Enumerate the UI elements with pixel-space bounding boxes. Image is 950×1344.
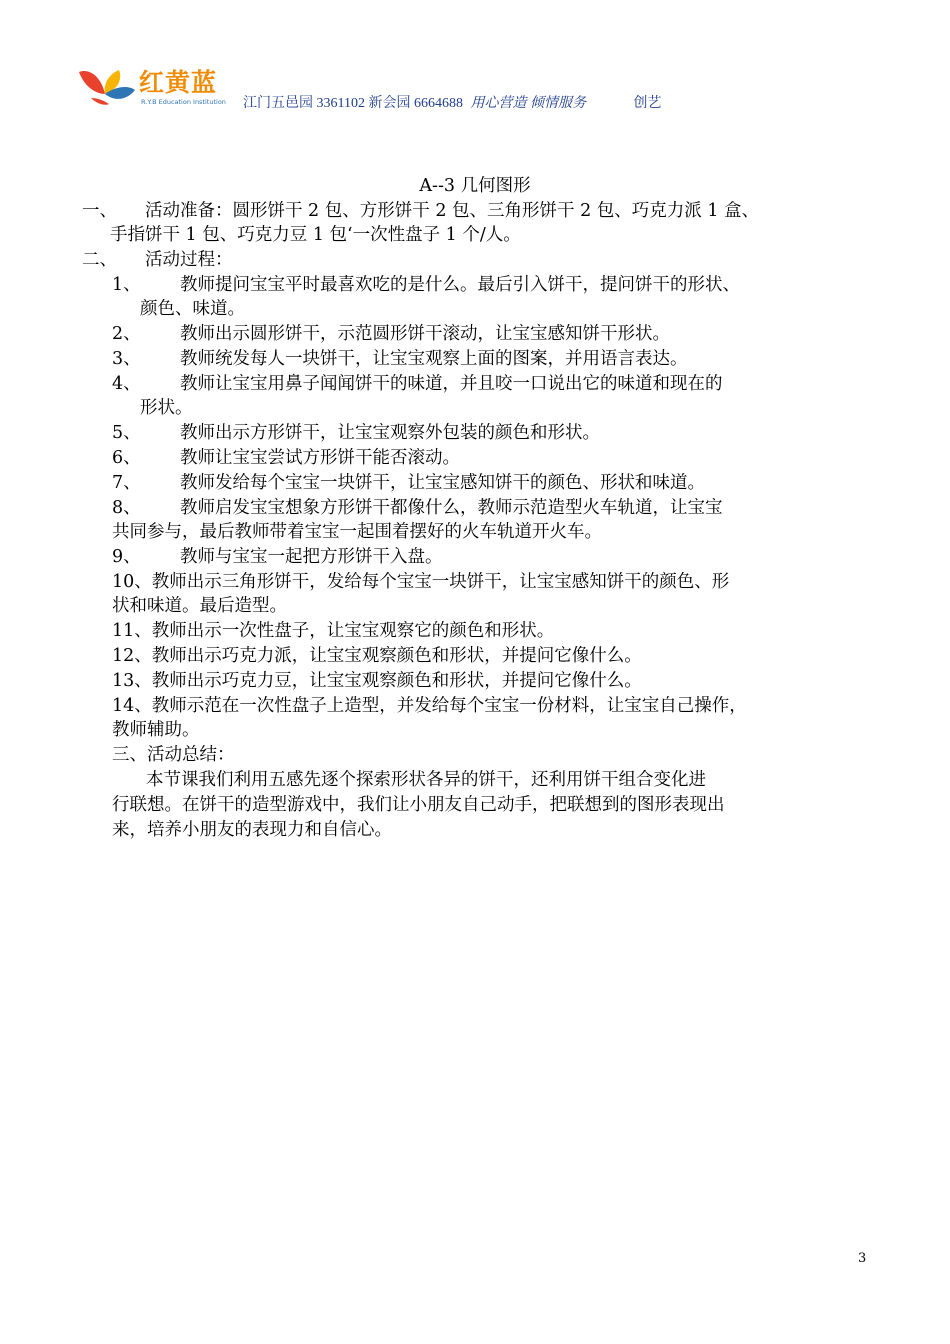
step-text: 教师与宝宝一起把方形饼干入盘。 [180, 547, 443, 567]
step-text: 教师提问宝宝平时最喜欢吃的是什么。最后引入饼干，提问饼干的形状、 [180, 275, 740, 295]
step-text: 形状。 [140, 398, 193, 418]
summary-paragraph: 行联想。在饼干的造型游戏中，我们让小朋友自己动手，把联想到的图形表现出 [112, 795, 725, 815]
section-2-title: 活动过程： [145, 250, 233, 270]
page-header [75, 64, 895, 112]
step-number: 7、 [112, 473, 141, 493]
logo-text: 红黄蓝 [139, 68, 218, 97]
summary-paragraph: 本节课我们利用五感先逐个探索形状各异的饼干，还利用饼干组合变化进 [146, 770, 706, 790]
step-text: 教师启发宝宝想象方形饼干都像什么，教师示范造型火车轨道，让宝宝 [180, 498, 723, 518]
step-text: 颜色、味道。 [140, 299, 245, 319]
step-text: 12、教师出示巧克力派，让宝宝观察颜色和形状，并提问它像什么。 [112, 646, 642, 666]
header-brand: 创艺 [633, 96, 662, 111]
step-number: 8、 [112, 498, 141, 518]
step-number: 1、 [112, 275, 141, 295]
step-number: 6、 [112, 448, 141, 468]
page-number: 3 [858, 1251, 867, 1266]
step-text: 教师统发每人一块饼干，让宝宝观察上面的图案，并用语言表达。 [180, 349, 688, 369]
header-contact: 江门五邑园 3361102 新会园 6664688 [243, 96, 463, 111]
section-1-line-1: 活动准备：圆形饼干 2 包、方形饼干 2 包、三角形饼干 2 包、巧克力派 1 盒、 [145, 201, 760, 221]
step-text: 教师发给每个宝宝一块饼干，让宝宝感知饼干的颜色、形状和味道。 [180, 473, 705, 493]
logo-subtext: R.Y.B Education Institution [141, 98, 226, 106]
butterfly-logo-icon [75, 64, 137, 110]
step-number: 9、 [112, 547, 141, 567]
step-text: 教师让宝宝尝试方形饼干能否滚动。 [180, 448, 460, 468]
step-text: 教师出示方形饼干，让宝宝观察外包装的颜色和形状。 [180, 423, 600, 443]
header-slogan: 用心营造 倾情服务 [470, 96, 586, 111]
step-text: 13、教师出示巧克力豆，让宝宝观察颜色和形状，并提问它像什么。 [112, 671, 642, 691]
header-info [243, 92, 661, 112]
summary-paragraph: 来，培养小朋友的表现力和自信心。 [112, 820, 392, 840]
section-1-line-2: 手指饼干 1 包、巧克力豆 1 包‘一次性盘子 1 个/人。 [110, 225, 521, 245]
section-3-title: 三、活动总结： [112, 745, 235, 765]
section-number: 一、 [82, 201, 117, 221]
step-text: 教师让宝宝用鼻子闻闻饼干的味道，并且咬一口说出它的味道和现在的 [180, 374, 723, 394]
step-text: 11、教师出示一次性盘子，让宝宝观察它的颜色和形状。 [112, 621, 555, 641]
step-number: 3、 [112, 349, 141, 369]
step-text: 教师辅助。 [112, 720, 200, 740]
step-text: 状和味道。最后造型。 [112, 596, 287, 616]
section-number: 二、 [82, 250, 117, 270]
step-text: 教师出示圆形饼干，示范圆形饼干滚动，让宝宝感知饼干形状。 [180, 324, 670, 344]
step-number: 4、 [112, 374, 141, 394]
step-text: 10、教师出示三角形饼干，发给每个宝宝一块饼干，让宝宝感知饼干的颜色、形 [112, 572, 730, 592]
step-number: 2、 [112, 324, 141, 344]
document-title: A--3 几何图形 [419, 176, 531, 196]
step-text: 共同参与，最后教师带着宝宝一起围着摆好的火车轨道开火车。 [112, 522, 602, 542]
step-text: 14、教师示范在一次性盘子上造型，并发给每个宝宝一份材料，让宝宝自己操作， [112, 696, 747, 716]
step-number: 5、 [112, 423, 141, 443]
